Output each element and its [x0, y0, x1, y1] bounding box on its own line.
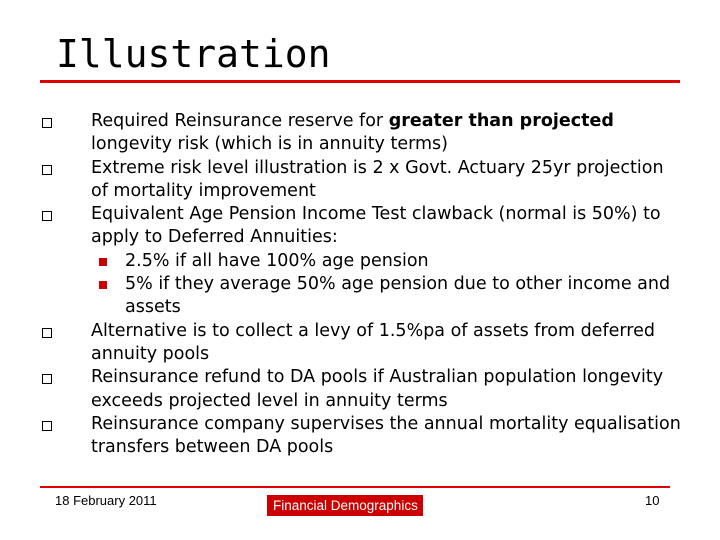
bullet-text-end: longevity risk (which is in annuity terms) [91, 134, 448, 155]
hollow-square-bullet-icon [42, 374, 52, 384]
hollow-square-bullet-icon [42, 211, 52, 221]
hollow-square-bullet-icon [42, 165, 52, 175]
sub-bullet-list [91, 250, 684, 320]
bullet-item [34, 157, 684, 204]
bullet-text: Alternative is to collect a levy of 1.5%pa of assets from deferred annuity pools [91, 320, 655, 364]
hollow-square-bullet-icon [42, 118, 52, 128]
bullet-text-bold: greater than projected [388, 111, 614, 131]
filled-square-bullet-icon [99, 258, 107, 266]
bullet-item [34, 366, 684, 413]
sub-bullet-item [91, 273, 684, 320]
filled-square-bullet-icon [99, 281, 107, 289]
bullet-item [34, 320, 684, 367]
sub-bullet-item [91, 250, 684, 273]
title-divider [40, 80, 680, 83]
footer-brand-label: Financial Demographics [267, 495, 423, 516]
bullet-item [34, 413, 684, 460]
bullet-list [34, 110, 684, 459]
hollow-square-bullet-icon [42, 421, 52, 431]
bullet-text-start: Required Reinsurance reserve for [91, 111, 389, 131]
page-number: 10 [645, 493, 660, 508]
bullet-item [34, 110, 684, 157]
bullet-text: Extreme risk level illustration is 2 x Govt. Actuary 25yr projection of mortality improvement [91, 157, 664, 201]
hollow-square-bullet-icon [42, 328, 52, 338]
bullet-text [91, 111, 614, 154]
footer-divider [40, 486, 670, 488]
sub-bullet-text: 2.5% if all have 100% age pension [125, 250, 429, 271]
bullet-text: Reinsurance refund to DA pools if Australian population longevity exceeds projected level in annuity terms [91, 367, 664, 411]
slide-title: Illustration [56, 32, 331, 76]
footer-date: 18 February 2011 [55, 493, 157, 508]
bullet-item [34, 203, 684, 319]
sub-bullet-text: 5% if they average 50% age pension due to other income and assets [125, 274, 671, 318]
bullet-text: Equivalent Age Pension Income Test clawback (normal is 50%) to apply to Deferred Annuities: [91, 204, 661, 248]
bullet-text: Reinsurance company supervises the annual mortality equalisation transfers between DA pools [91, 413, 681, 458]
